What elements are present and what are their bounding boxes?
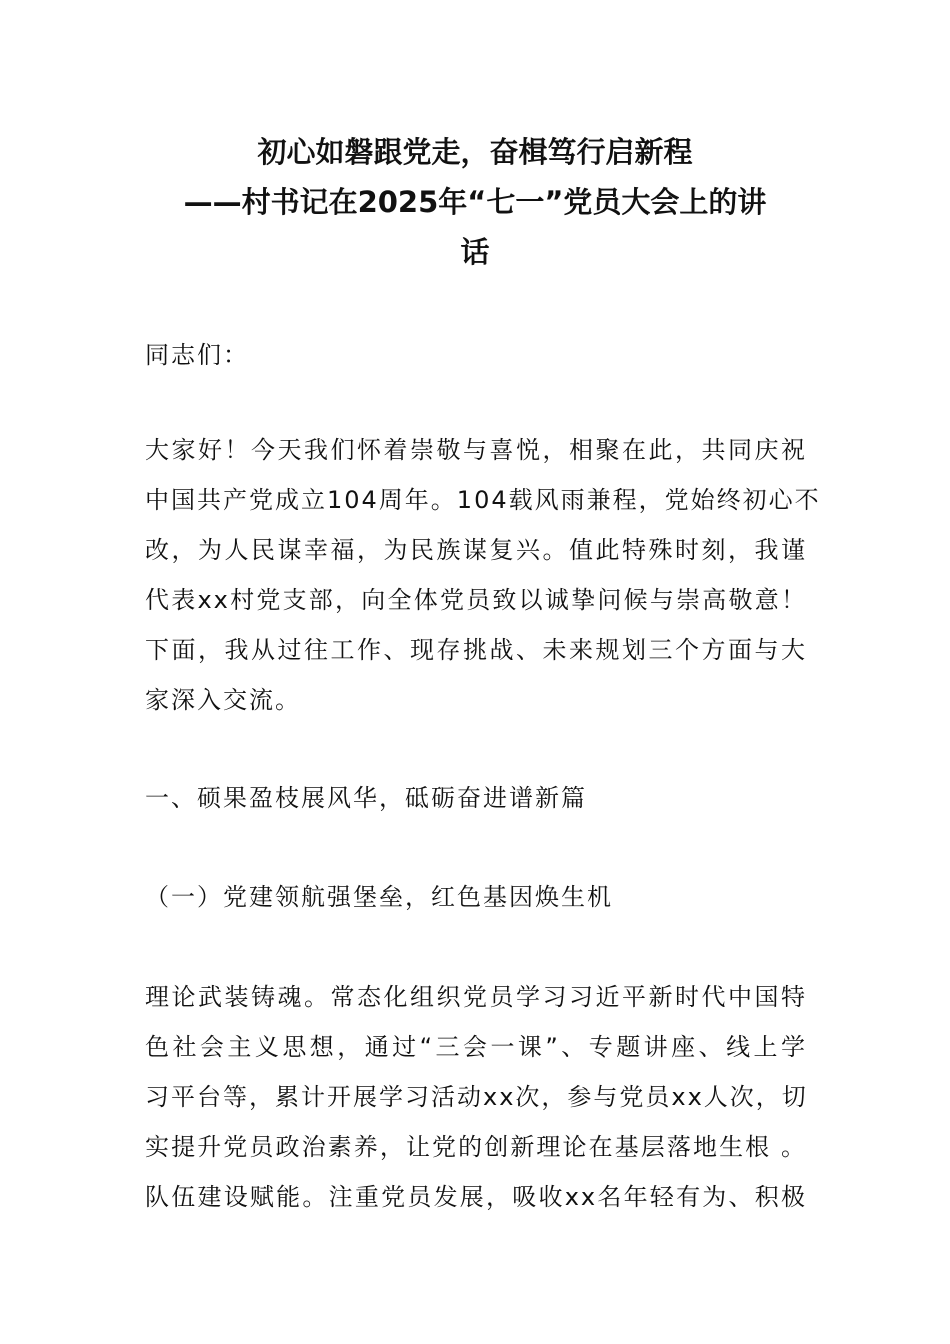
subsection-heading: （一）党建领航强堡垒，红色基因焕生机 [145, 883, 613, 911]
intro-line: 改，为人民谋幸福，为民族谋复兴。值此特殊时刻，我谨 [145, 536, 807, 564]
title-line-2: ——村书记在2025年“七一”党员大会上的讲 [183, 185, 767, 219]
salutation: 同志们： [145, 341, 249, 369]
body-line: 习平台等，累计开展学习活动xx次，参与党员xx人次，切 [145, 1083, 808, 1111]
intro-line: 中国共产党成立104周年。104载风雨兼程，党始终初心不 [145, 486, 821, 514]
body-line: 队伍建设赋能。注重党员发展，吸收xx名年轻有为、积极 [145, 1183, 807, 1211]
intro-line: 大家好！今天我们怀着崇敬与喜悦，相聚在此，共同庆祝 [145, 436, 807, 464]
section-heading: 一、硕果盈枝展风华，砥砺奋进谱新篇 [145, 784, 587, 812]
title-line-3: 话 [460, 235, 490, 269]
intro-line: 下面，我从过往工作、现存挑战、未来规划三个方面与大 [145, 636, 807, 664]
title-line-1: 初心如磐跟党走，奋楫笃行启新程 [257, 135, 693, 169]
body-line: 理论武装铸魂。常态化组织党员学习习近平新时代中国特 [145, 983, 807, 1011]
intro-line: 家深入交流。 [145, 686, 301, 714]
body-line: 色社会主义思想，通过“三会一课”、专题讲座、线上学 [145, 1033, 807, 1061]
intro-line: 代表xx村党支部，向全体党员致以诚挚问候与崇高敬意！ [145, 586, 807, 614]
body-line: 实提升党员政治素养，让党的创新理论在基层落地生根 。 [145, 1133, 807, 1161]
